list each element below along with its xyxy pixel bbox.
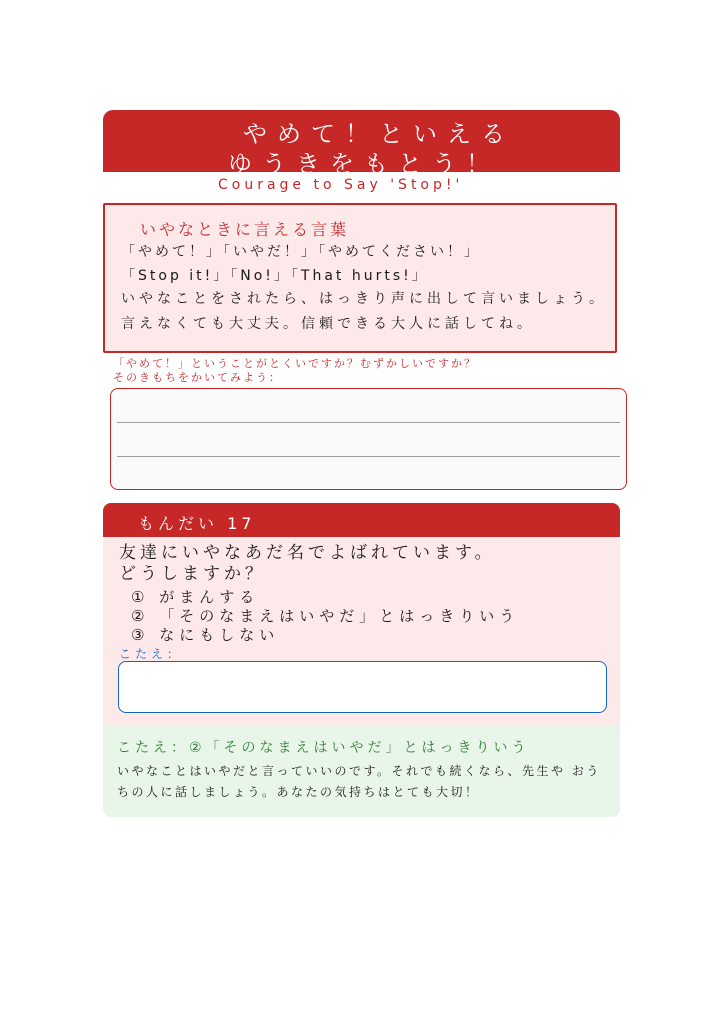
answer-label: こたえ： — [119, 647, 184, 661]
phrases-box — [103, 203, 617, 353]
reflection-prompt-line2: そのきもちをかいてみよう： — [113, 371, 282, 384]
title-banner — [103, 110, 620, 178]
solution-panel — [103, 725, 620, 817]
reflection-prompt — [113, 357, 477, 385]
question-title: もんだい 17 — [138, 514, 256, 533]
reflection-prompt-line1: 「やめて！」ということがとくいですか？むずかしいですか？ — [113, 357, 477, 370]
answer-input[interactable] — [118, 661, 607, 713]
phrases-advice: いやなことをされたら、はっきり声に出して言いましょう。言えなくても大丈夫。信頼できる大人に話してね。 — [121, 291, 607, 332]
option-2[interactable]: ② 「そのなまえはいやだ」とはっきりいう — [131, 607, 520, 625]
page-title-line2: ゆうきをもとう！ — [228, 150, 500, 178]
question-text — [119, 543, 496, 585]
option-1[interactable]: ① がまんする — [131, 588, 260, 606]
phrases-japanese: 「やめて！」「いやだ！」「やめてください！」 — [121, 244, 481, 260]
phrases-english: 「Stop it!」「No!」「That hurts!」 — [121, 268, 429, 284]
option-3[interactable]: ③ なにもしない — [131, 626, 280, 644]
reflection-writing-area[interactable] — [110, 388, 627, 490]
question-text-line2: どうしますか？ — [119, 564, 266, 584]
question-text-line1: 友達にいやなあだ名でよばれています。 — [119, 543, 496, 563]
solution-text: いやなことはいやだと言っていいのです。それでも続くなら、先生や おうちの人に話しましょう。あなたの気持ちはとても大切！ — [117, 764, 601, 799]
page-title-line1: やめて！といえる — [243, 120, 515, 148]
page-subtitle: Courage to Say 'Stop!' — [218, 177, 464, 193]
question-panel — [103, 503, 620, 725]
writing-line — [117, 456, 620, 457]
solution-heading: こたえ：②「そのなまえはいやだ」とはっきりいう — [117, 740, 530, 756]
question-header — [103, 503, 620, 537]
phrases-heading: いやなときに言える言葉 — [140, 220, 350, 239]
writing-line — [117, 422, 620, 423]
